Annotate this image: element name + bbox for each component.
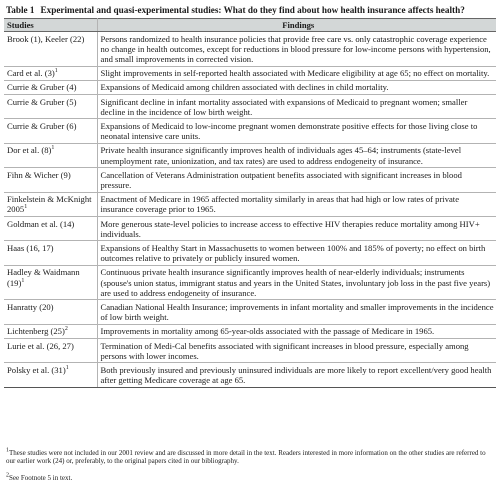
- study-cell: [4, 217, 97, 241]
- study-name: Lichtenberg (25): [7, 326, 65, 337]
- table-row: [4, 217, 496, 241]
- footnote-1-text: These studies were not included in our 2001 review and are discussed in more detail in the text. Readers interested in more information on the other studies are referred to our earlier work (24) or, preferably, to the original papers cited in our bibliography.: [6, 449, 486, 466]
- table-caption: [6, 3, 496, 17]
- study-cell: [4, 143, 97, 167]
- finding-cell: Private health insurance significantly improves health of individuals ages 45–64; instruments (state-level unemployment rate, unionization, and tax rates) are used to address endogeneity of insurance.: [97, 143, 496, 167]
- table-row: [4, 339, 496, 363]
- study-name: Currie & Gruber (6): [7, 120, 77, 131]
- table-row: [4, 32, 496, 67]
- study-cell: [4, 95, 97, 119]
- finding-cell: Both previously insured and previously uninsured individuals are more likely to report excellent/very good health after getting Medicare coverage at age 65.: [97, 363, 496, 387]
- footnote-2: [6, 474, 494, 482]
- table-row: [4, 143, 496, 167]
- study-name: Hanratty (20): [7, 301, 54, 312]
- study-name: Card et al. (3): [7, 68, 55, 79]
- study-name: Fihn & Wicher (9): [7, 169, 71, 180]
- finding-cell: Expansions of Healthy Start in Massachusetts to women between 100% and 185% of poverty; no effect on birth outcomes relative to privately or publicly insured women.: [97, 241, 496, 265]
- table-body: [4, 32, 496, 388]
- study-cell: [4, 32, 97, 67]
- finding-cell: Improvements in mortality among 65-year-olds associated with the passage of Medicare in 1965.: [97, 324, 496, 338]
- finding-cell: Continuous private health insurance significantly improves health of near-elderly individuals; instruments (spouse's union status, immigrant status and years in the United States, involuntary job loss in the past five years) are used to address endogeneity of insurance.: [97, 265, 496, 300]
- finding-cell: Expansions of Medicaid to low-income pregnant women demonstrate positive effects for those living close to neonatal intensive care units.: [97, 119, 496, 143]
- table-row: [4, 95, 496, 119]
- table-row: [4, 168, 496, 192]
- study-cell: [4, 80, 97, 94]
- study-name: Polsky et al. (31): [7, 364, 66, 375]
- table-row: [4, 324, 496, 338]
- study-name: Goldman et al. (14): [7, 218, 75, 229]
- footnote-marker: 1: [54, 68, 58, 75]
- footnote-1-marker: 1: [6, 447, 9, 454]
- finding-cell: Termination of Medi-Cal benefits associated with significant increases in blood pressure, especially among persons with lower incomes.: [97, 339, 496, 363]
- study-name: Haas (16, 17): [7, 242, 54, 253]
- table-title: Experimental and quasi-experimental studies: What do they find about how health insurance affects health?: [40, 5, 465, 15]
- footnote-2-marker: 2: [6, 472, 9, 479]
- study-name: Currie & Gruber (5): [7, 96, 77, 107]
- study-cell: [4, 66, 97, 80]
- footnote-marker: 1: [24, 204, 28, 211]
- table-row: [4, 66, 496, 80]
- study-name: Currie & Gruber (4): [7, 82, 77, 93]
- header-row: [4, 19, 496, 32]
- table-row: [4, 119, 496, 143]
- footnote-marker: 1: [21, 277, 25, 284]
- finding-cell: Persons randomized to health insurance policies that provide free care vs. only catastrophic coverage experience no change in health outcomes, except for reductions in blood pressure for low-income persons with hypertension, and small improvements in corrected vision.: [97, 32, 496, 67]
- table-row: [4, 300, 496, 324]
- study-cell: [4, 119, 97, 143]
- study-name: Hadley & Waidmann (19): [7, 267, 80, 288]
- table-number: Table 1: [6, 5, 35, 15]
- study-cell: [4, 265, 97, 300]
- table-row: [4, 241, 496, 265]
- study-cell: [4, 241, 97, 265]
- footnote-marker: 1: [51, 145, 55, 152]
- finding-cell: More generous state-level policies to increase access to effective HIV therapies reduce mortality among HIV+ individuals.: [97, 217, 496, 241]
- finding-cell: Cancellation of Veterans Administration outpatient benefits associated with significant increases in blood pressure.: [97, 168, 496, 192]
- table-row: [4, 265, 496, 300]
- study-cell: [4, 192, 97, 216]
- footnote-marker: 2: [64, 326, 68, 333]
- table-row: [4, 80, 496, 94]
- studies-table: [4, 18, 496, 388]
- finding-cell: Expansions of Medicaid among children associated with declines in child mortality.: [97, 80, 496, 94]
- study-name: Dor et al. (8): [7, 145, 52, 156]
- footnote-1: [6, 449, 494, 466]
- study-name: Lurie et al. (26, 27): [7, 340, 74, 351]
- table-row: [4, 363, 496, 387]
- study-cell: [4, 324, 97, 338]
- table-row: [4, 192, 496, 216]
- study-name: Finkelstein & McKnight 2005: [7, 194, 92, 215]
- finding-cell: Canadian National Health Insurance; improvements in infant mortality and smaller improvements in the incidence of low birth weight.: [97, 300, 496, 324]
- studies-column-header: Studies: [4, 19, 97, 32]
- study-cell: [4, 168, 97, 192]
- study-name: Brook (1), Keeler (22): [7, 33, 85, 44]
- finding-cell: Enactment of Medicare in 1965 affected mortality similarly in areas that had high or low rates of private insurance coverage prior to 1965.: [97, 192, 496, 216]
- finding-cell: Slight improvements in self-reported health associated with Medicare eligibility at age 65; no effect on mortality.: [97, 66, 496, 80]
- footnote-marker: 1: [65, 365, 69, 372]
- study-cell: [4, 363, 97, 387]
- study-cell: [4, 339, 97, 363]
- finding-cell: Significant decline in infant mortality associated with expansions of Medicaid to pregnant women; smaller decline in the incidence of low birth weight.: [97, 95, 496, 119]
- findings-column-header: Findings: [97, 19, 496, 32]
- footnote-2-text: See Footnote 5 in text.: [9, 474, 73, 482]
- study-cell: [4, 300, 97, 324]
